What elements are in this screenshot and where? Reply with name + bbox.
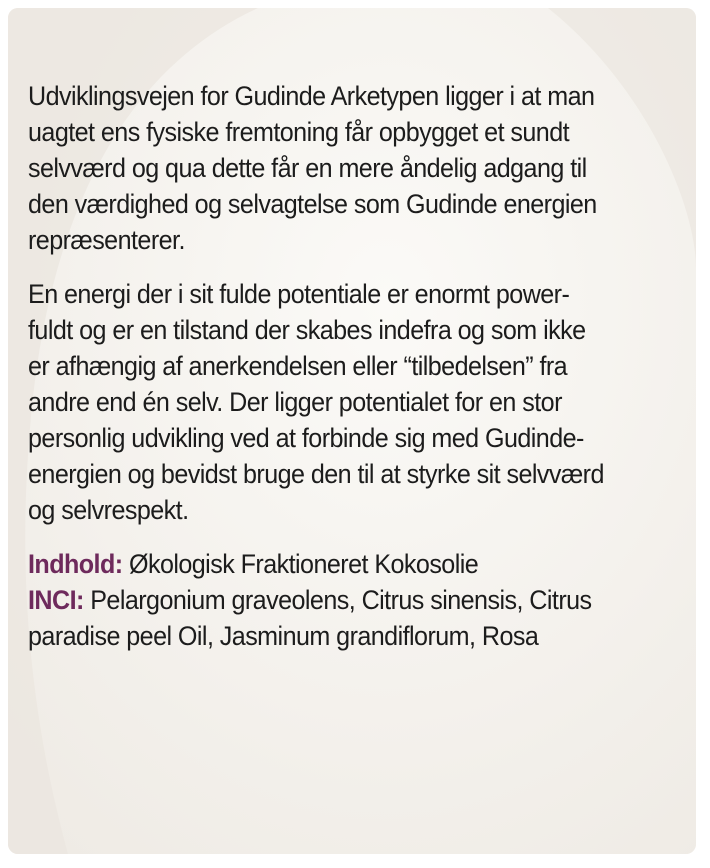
text-line: uagtet ens fysiske fremtoning får opbygget et sundt [28,117,570,147]
text-content [28,78,642,654]
text-line: repræsenterer. [28,225,185,255]
inci-value-continued: paradise peel Oil, Jasminum grandiflorum, Rosa [28,621,539,651]
content-row [28,546,642,582]
product-description-card [8,8,696,854]
text-line: En energi der i sit fulde potentiale er enormt power- [28,279,570,309]
text-line: andre end én selv. Der ligger potentialet for en stor [28,387,562,417]
text-line: selvværd og qua dette får en mere åndelig adgang til [28,153,587,183]
text-line: Udviklingsvejen for Gudinde Arketypen ligger i at man [28,81,595,111]
text-line: personlig udvikling ved at forbinde sig med Gudinde- [28,423,584,453]
text-line: og selvrespekt. [28,495,189,525]
description-paragraph-2 [28,276,642,528]
content-value: Økologisk Fraktioneret Kokosolie [122,549,479,579]
text-line: energien og bevidst bruge den til at styrke sit selvværd [28,459,604,489]
inci-label: INCI: [28,585,84,615]
inci-value: Pelargonium graveolens, Citrus sinensis, Citrus [83,585,592,615]
text-line: fuldt og er en tilstand der skabes indefra og som ikke [28,315,586,345]
text-line: den værdighed og selvagtelse som Gudinde energien [28,189,597,219]
text-line: er afhængig af anerkendelsen eller “tilbedelsen” fra [28,351,568,381]
content-label: Indhold: [28,549,123,579]
ingredients-spec [28,546,642,654]
inci-row [28,582,642,618]
description-paragraph-1 [28,78,642,258]
